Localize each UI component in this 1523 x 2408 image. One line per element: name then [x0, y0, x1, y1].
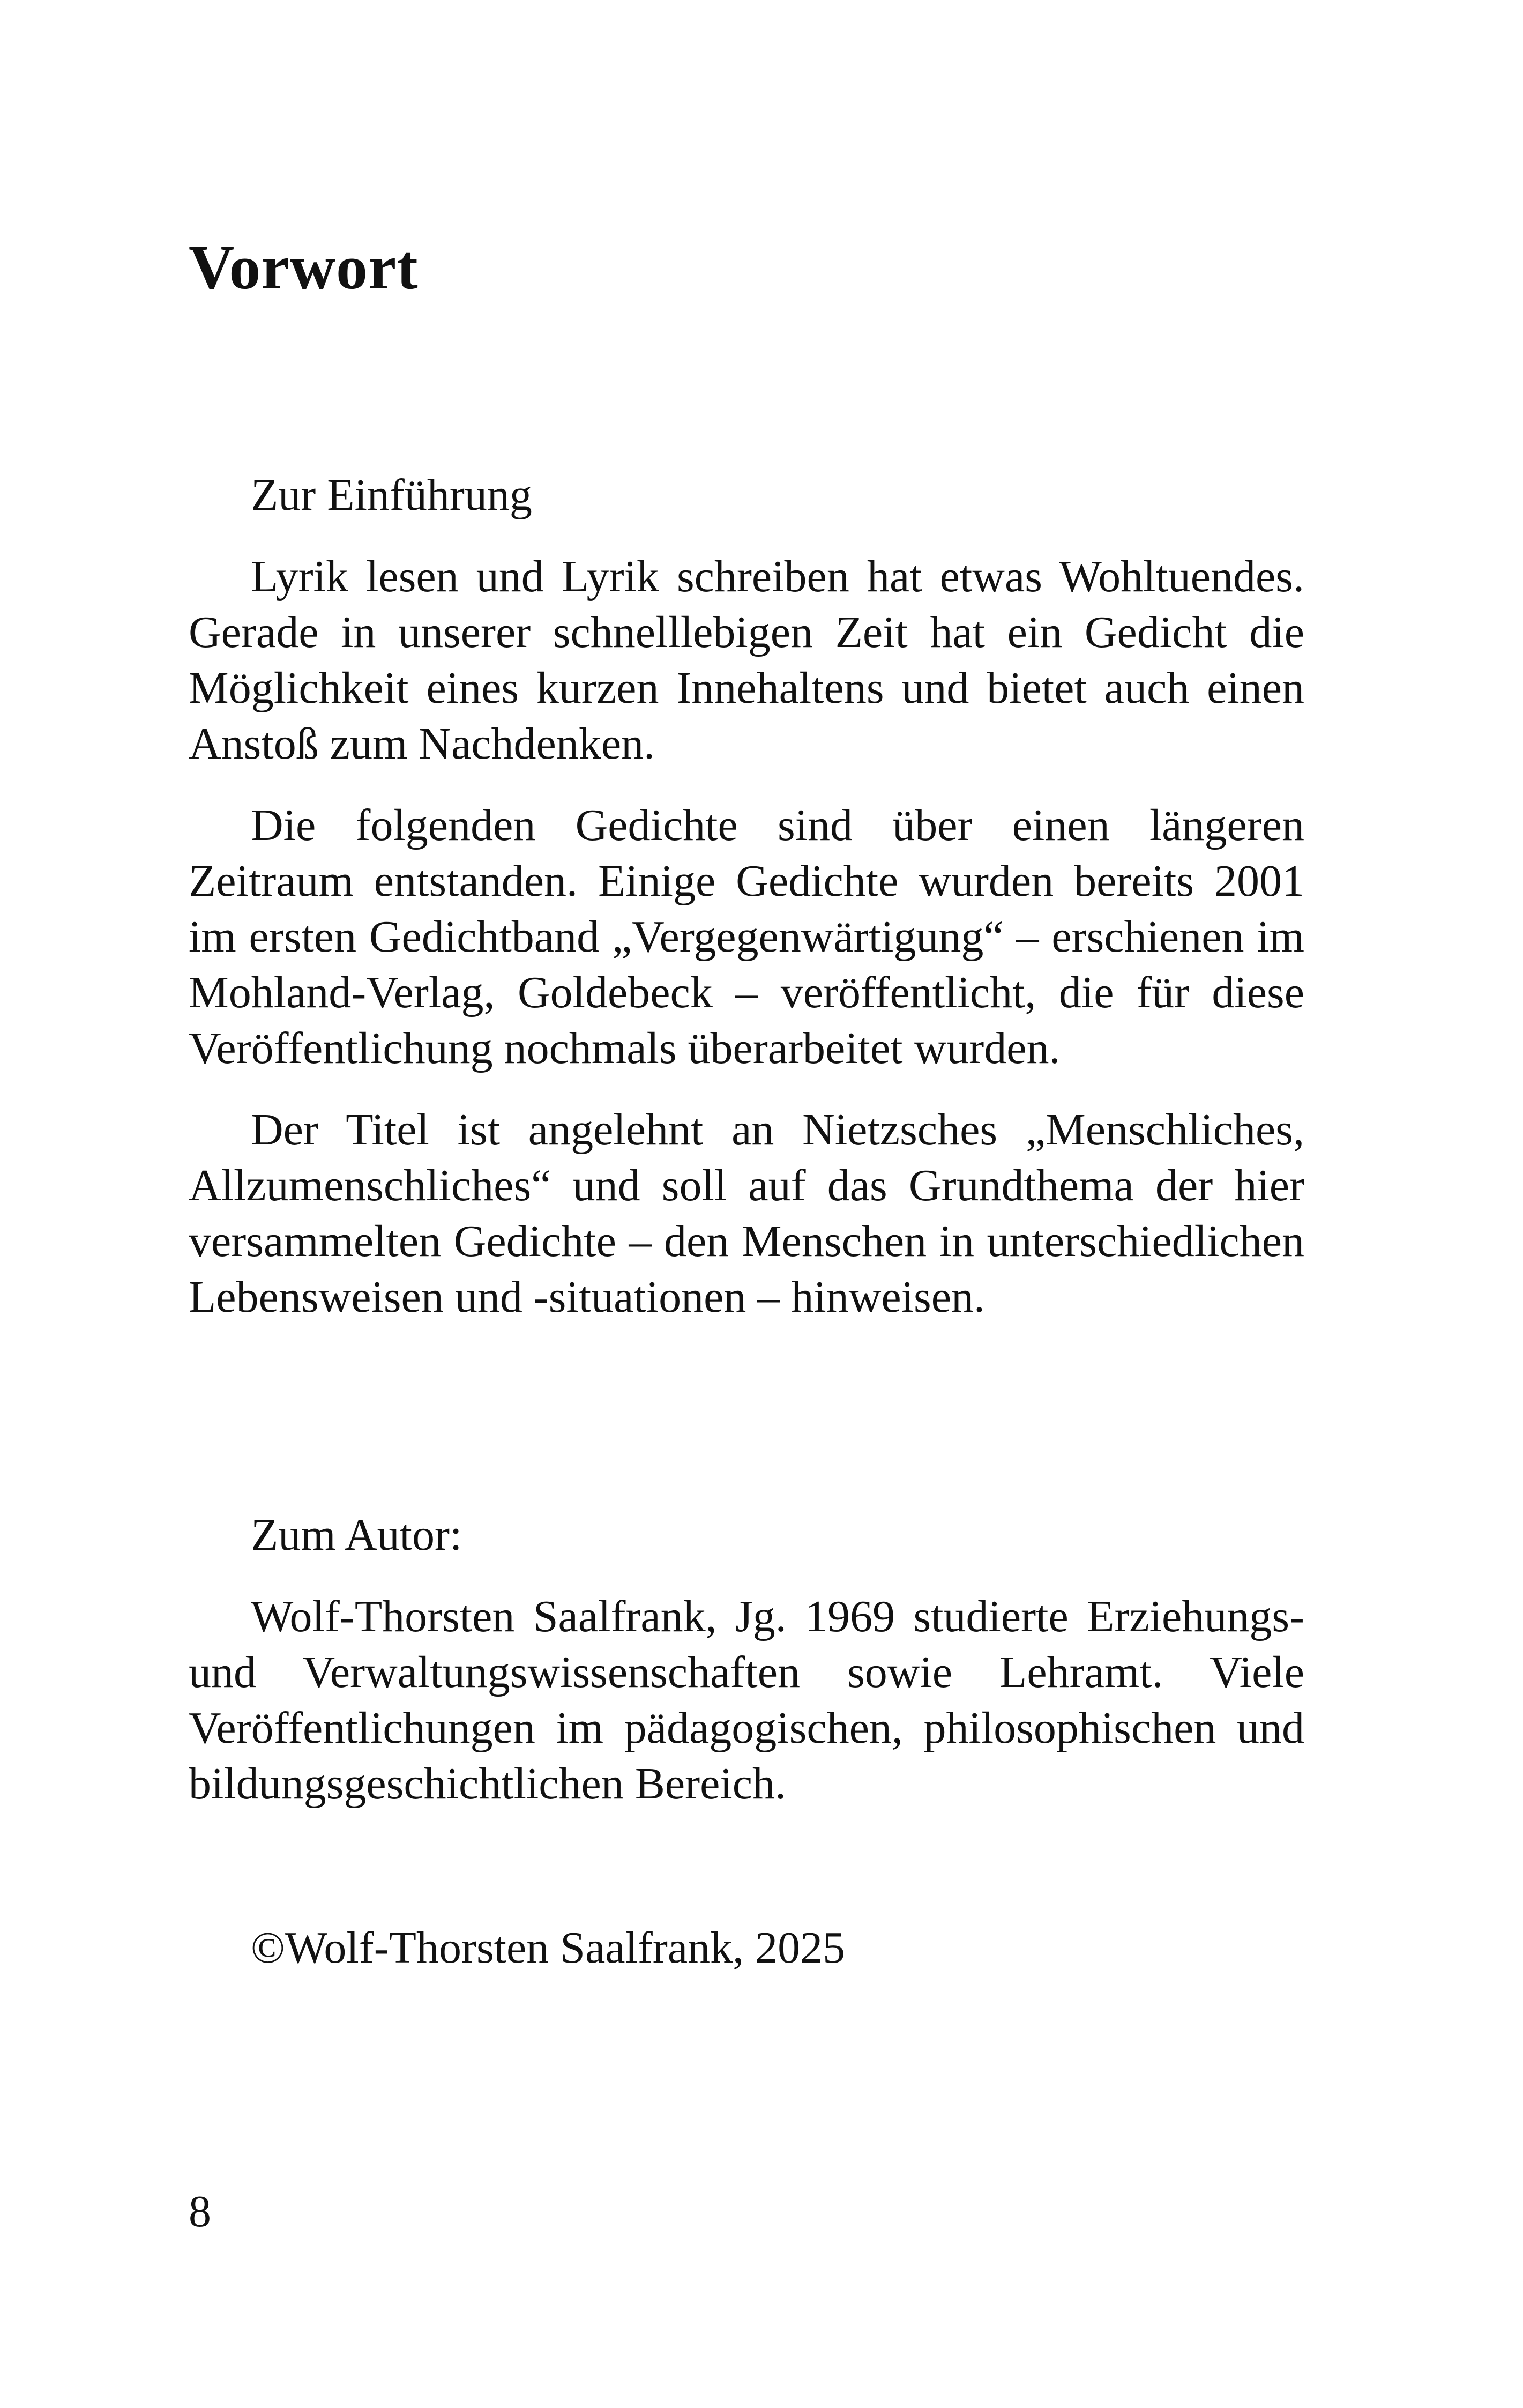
page-number: 8	[189, 2187, 211, 2236]
about-author-paragraph: Wolf-Thorsten Saalfrank, Jg. 1969 studierte Erziehungs- und Verwaltungswissenschaften sowie Lehramt. Viele Veröffentlichungen im pädagogischen, philosophischen und bildungsgeschichtlichen Bereich.	[189, 1592, 1304, 1809]
chapter-heading: Vorwort	[189, 232, 419, 302]
copyright-section	[189, 1920, 1304, 1976]
about-author-title: Zum Autor:	[251, 1510, 462, 1560]
introduction-paragraph-3: Der Titel ist angelehnt an Nietzsches „Menschliches, Allzumenschliches“ und soll auf das Grundthema der hier versammelten Gedichte – den Menschen in unterschiedlichen Lebensweisen und -situationen – hinweisen.	[189, 1105, 1304, 1322]
introduction-paragraph-1: Lyrik lesen und Lyrik schreiben hat etwas Wohltuendes. Gerade in unserer schnelllebigen Zeit hat ein Gedicht die Möglichkeit eines kurzen Innehaltens und bietet auch einen Anstoß zum Nachdenken.	[189, 552, 1304, 769]
introduction-paragraph-2: Die folgenden Gedichte sind über einen längeren Zeitraum entstanden. Einige Gedichte wurden bereits 2001 im ersten Gedichtband „Vergegenwärtigung“ – erschienen im Mohland-Verlag, Goldebeck – veröffentlicht, die für diese Veröffentlichung nochmals überarbeitet wurden.	[189, 800, 1304, 1073]
introduction-section	[189, 467, 1304, 1325]
copyright-notice: ©Wolf-Thorsten Saalfrank, 2025	[251, 1923, 846, 1973]
introduction-title: Zur Einführung	[251, 470, 532, 520]
about-author-section	[189, 1507, 1304, 1812]
